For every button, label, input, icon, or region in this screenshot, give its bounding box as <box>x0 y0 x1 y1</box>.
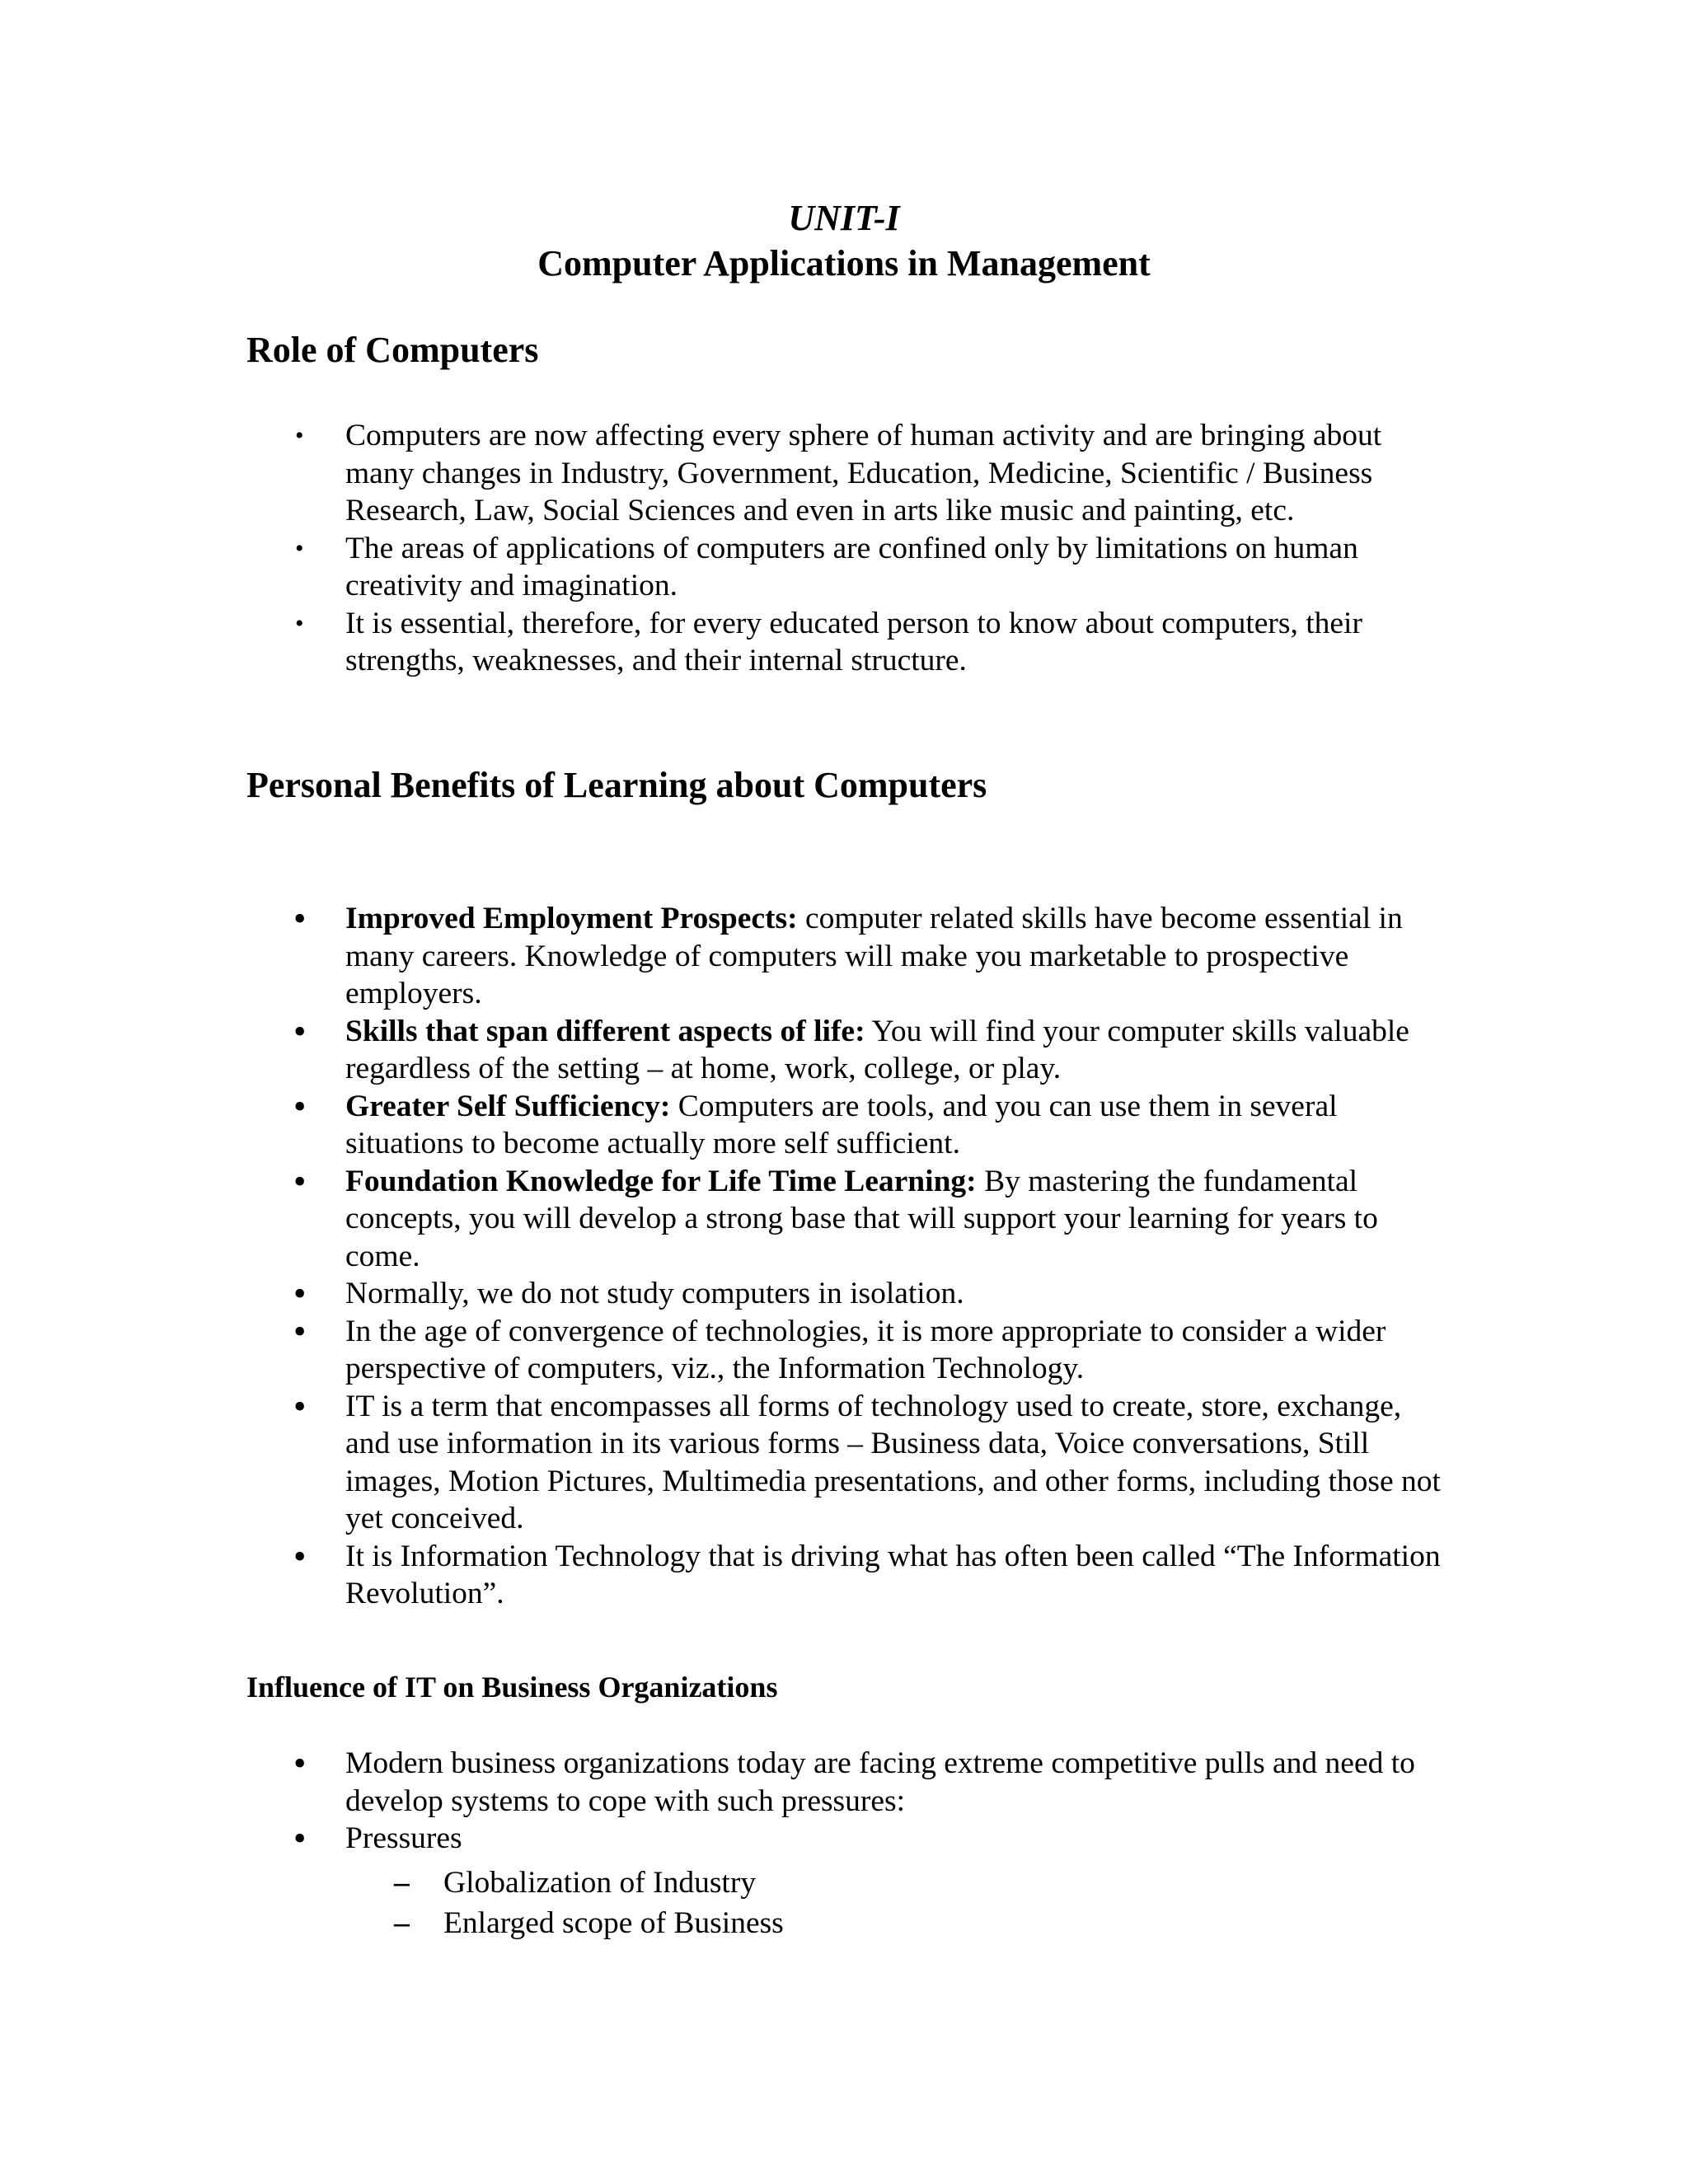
bullet-icon: • <box>293 1010 307 1052</box>
bullet-icon: • <box>293 1310 307 1352</box>
sub-list-item: – Enlarged scope of Business <box>394 1903 1301 1943</box>
bullet-icon: • <box>293 1085 307 1127</box>
influence-list <box>293 1745 1447 1858</box>
bullet-icon: • <box>293 1535 307 1577</box>
bullet-icon: • <box>295 422 304 449</box>
unit-label: UNIT-I <box>788 198 900 238</box>
page-title: Computer Applications in Management <box>537 243 1151 284</box>
bullet-icon: • <box>293 1160 307 1202</box>
benefits-list <box>293 900 1447 1613</box>
heading-influence-of-it: Influence of IT on Business Organizations <box>246 1671 778 1704</box>
bullet-icon: • <box>293 1743 307 1783</box>
list-item: • In the age of convergence of technologies, it is more appropriate to consider a wider perspective of computers, viz., the Information Technology. <box>293 1310 1386 1385</box>
list-item: • Computers are now affecting every sphere of human activity and are bringing about many changes in Industry, Government, Education, Medicine, Scientific / Business Research, Law, Social Sciences and even in arts like music and painting, etc. <box>295 419 1382 527</box>
list-item: • Pressures <box>293 1818 462 1858</box>
list-item: • Improved Employment Prospects: computer related skills have become essential in many careers. Knowledge of computers will make you marketable to prospective employers. <box>293 898 1403 1010</box>
list-item: • Greater Self Sufficiency: Computers are tools, and you can use them in several situations to become actually more self sufficient. <box>293 1085 1338 1160</box>
role-list <box>293 417 1447 680</box>
list-item: • Foundation Knowledge for Life Time Learning: By mastering the fundamental concepts, you will develop a strong base that will support your learning for years to come. <box>293 1160 1378 1273</box>
list-item: • It is Information Technology that is driving what has often been called “The Information Revolution”. <box>293 1535 1441 1610</box>
bullet-icon: • <box>293 1818 307 1858</box>
sub-list-item: – Globalization of Industry <box>394 1863 1301 1903</box>
dash-icon: – <box>394 1906 410 1940</box>
list-item: • Normally, we do not study computers in isolation. <box>293 1273 964 1314</box>
bullet-icon: • <box>293 1273 307 1314</box>
list-item: • It is essential, therefore, for every educated person to know about computers, their strengths, weaknesses, and their internal structure. <box>295 606 1362 677</box>
list-item: • IT is a term that encompasses all forms of technology used to create, store, exchange, and use information in its various forms – Business data, Voice conversations, Still images, Motion Pictures, Multimedia presentations, and other forms, including those not yet conceived. <box>293 1385 1441 1535</box>
bullet-icon: • <box>293 1385 307 1427</box>
bullet-icon: • <box>295 534 304 562</box>
heading-role-of-computers: Role of Computers <box>246 330 539 370</box>
bullet-icon: • <box>293 898 307 939</box>
bullet-icon: • <box>295 609 304 637</box>
pressures-sublist <box>394 1863 1301 1943</box>
dash-icon: – <box>394 1866 410 1900</box>
list-item: • Modern business organizations today are facing extreme competitive pulls and need to develop systems to cope with such pressures: <box>293 1743 1415 1818</box>
list-item: • The areas of applications of computers are confined only by limitations on human creativity and imagination. <box>295 531 1358 602</box>
list-item: • Skills that span different aspects of life: You will find your computer skills valuable regardless of the setting – at home, work, college, or play. <box>293 1010 1409 1085</box>
heading-personal-benefits: Personal Benefits of Learning about Computers <box>246 765 987 805</box>
